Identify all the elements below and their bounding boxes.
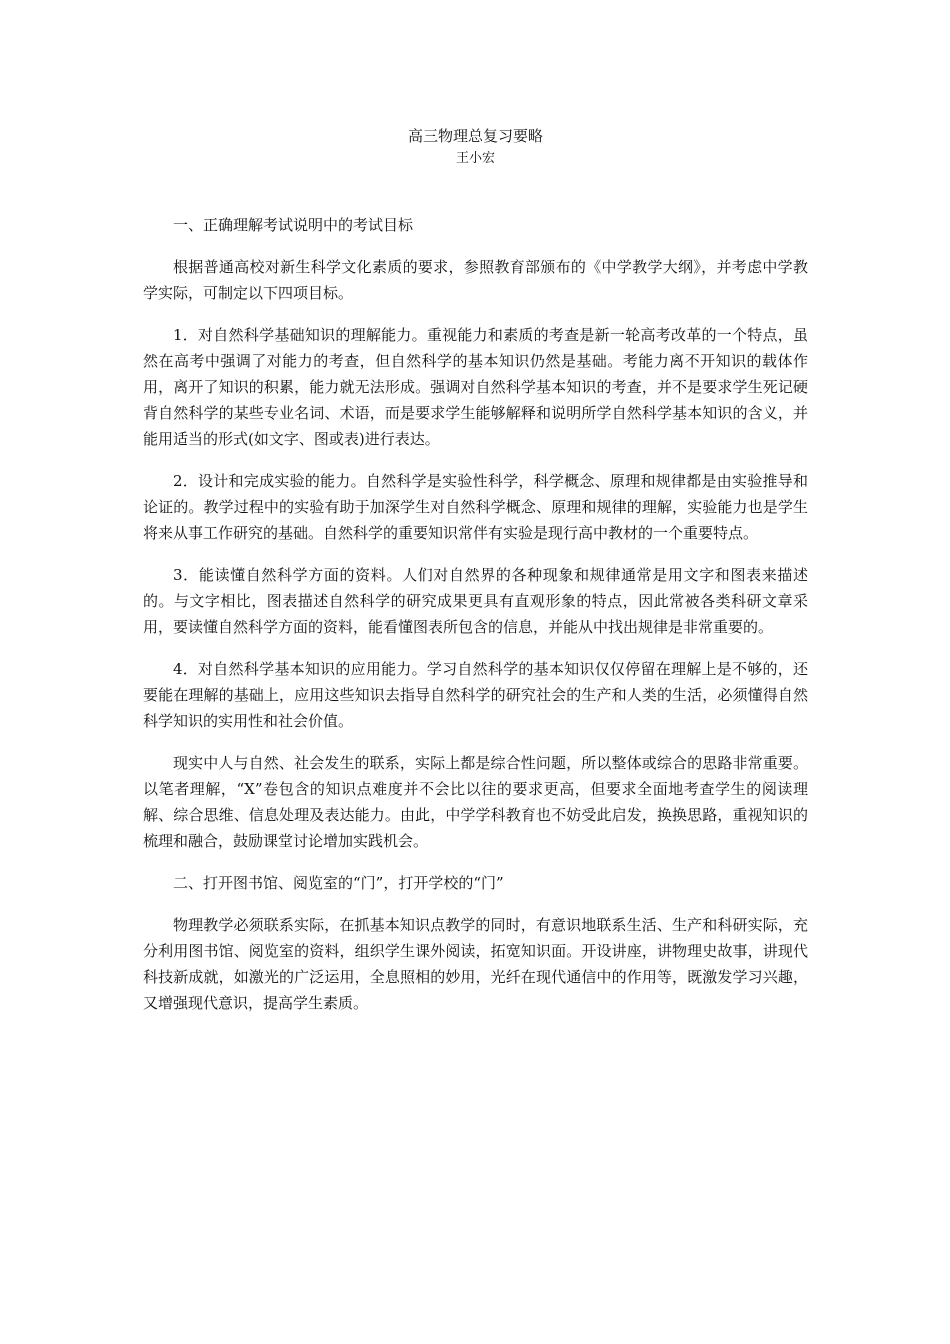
document-title: 高三物理总复习要略 (407, 127, 543, 145)
summary-paragraph: 现实中人与自然、社会发生的联系，实际上都是综合性问题，所以整体或综合的思路非常重要。以笔者理解，“X”卷包含的知识点难度并不会比以往的要求更高，但要求全面地考查学生的阅读理解、综合思维、信息处理及表达能力。由此，中学学科教育也不妨受此启发，换换思路，重视知识的梳理和融合，鼓励课堂讨论增加实践机会。 (143, 754, 808, 850)
intro-paragraph: 根据普通高校对新生科学文化素质的要求，参照教育部颁布的《中学教学大纲》，并考虑中学教学实际，可制定以下四项目标。 (143, 258, 808, 302)
document-author: 王小宏 (455, 151, 495, 166)
section2-paragraph: 物理教学必须联系实际，在抓基本知识点教学的同时，有意识地联系生活、生产和科研实际，充分利用图书馆、阅览室的资料，组织学生课外阅读，拓宽知识面。开设讲座，讲物理史故事，讲现代科技新成就，如激光的广泛运用，全息照相的妙用，光纤在现代通信中的作用等，既激发学习兴趣，又增强现代意识，提高学生素质。 (143, 916, 808, 1012)
document-page (143, 125, 808, 1016)
section-heading-2: 二、打开图书馆、阅览室的“门”，打开学校的“门” (173, 874, 504, 892)
goal-paragraph-2: 2．设计和完成实验的能力。自然科学是实验性科学，科学概念、原理和规律都是由实验推导和论证的。教学过程中的实验有助于加深学生对自然科学概念、原理和规律的理解，实验能力也是学生将来从事工作研究的基础。自然科学的重要知识常伴有实验是现行高中教材的一个重要特点。 (143, 472, 808, 542)
goal-paragraph-4: 4．对自然科学基本知识的应用能力。学习自然科学的基本知识仅仅停留在理解上是不够的，还要能在理解的基础上，应用这些知识去指导自然科学的研究社会的生产和人类的生活，必须懂得自然科学知识的实用性和社会价值。 (143, 660, 808, 730)
goal-paragraph-3: 3．能读懂自然科学方面的资料。人们对自然界的各种现象和规律通常是用文字和图表来描述的。与文字相比，图表描述自然科学的研究成果更具有直观形象的特点，因此常被各类科研文章采用，要读懂自然科学方面的资料，能看懂图表所包含的信息，并能从中找出规律是非常重要的。 (143, 566, 808, 636)
goal-paragraph-1: 1．对自然科学基础知识的理解能力。重视能力和素质的考查是新一轮高考改革的一个特点，虽然在高考中强调了对能力的考查，但自然科学的基本知识仍然是基础。考能力离不开知识的载体作用，离开了知识的积累，能力就无法形成。强调对自然科学基本知识的考查，并不是要求学生死记硬背自然科学的某些专业名词、术语，而是要求学生能够解释和说明所学自然科学基本知识的含义，并能用适当的形式(如文字、图或表)进行表达。 (143, 326, 808, 448)
section-heading-1: 一、正确理解考试说明中的考试目标 (173, 216, 414, 234)
